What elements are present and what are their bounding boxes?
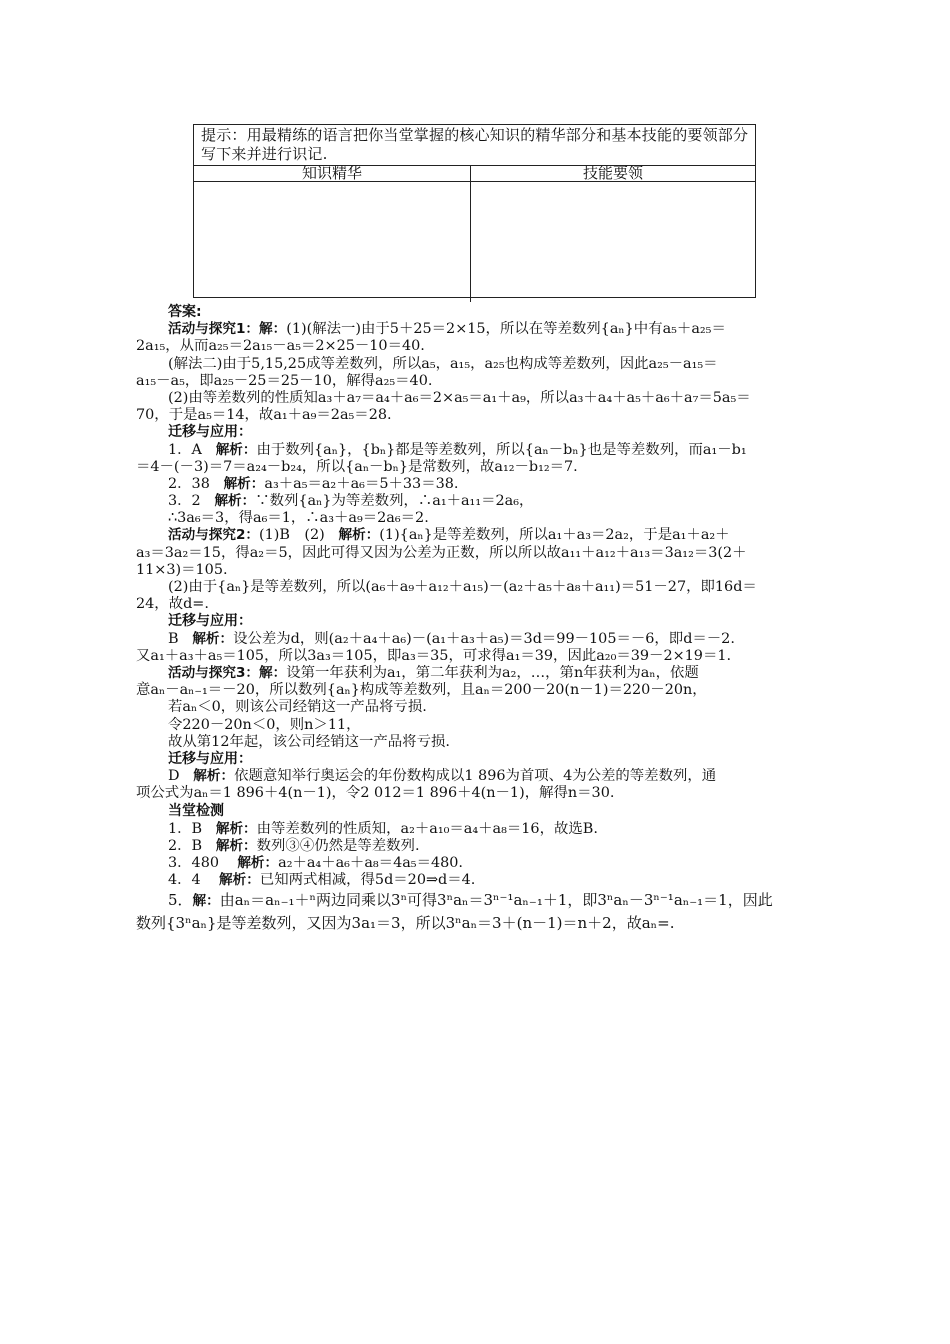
check-line: 5．解：由aₙ＝aₙ₋₁＋ⁿ两边同乘以3ⁿ可得3ⁿaₙ＝3ⁿ⁻¹aₙ₋₁＋1，即3ⁿaₙ－3ⁿ⁻¹aₙ₋₁＝1，因此 [168,891,773,910]
migration3-line: 项公式为aₙ＝1 896＋4(n－1)，令2 012＝1 896＋4(n－1)，解得n＝30. [136,785,615,802]
activity3-line: 若aₙ＜0，则该公司经销这一产品将亏损. [168,699,427,716]
knowledge-column [194,166,471,302]
answers-section [136,304,816,935]
check-line: 2．B 解析：数列③④仍然是等差数列. [168,837,420,854]
migration2-line: B 解析：设公差为d，则(a₂＋a₄＋a₆)－(a₁＋a₃＋a₅)＝3d＝99－105＝－6，即d＝－2. [168,630,735,647]
migration1-line: ∴3a₆＝3，得a₆＝1，∴a₃＋a₉＝2a₆＝2. [168,510,429,527]
activity3-line: 令220－20n＜0，则n＞11， [168,716,361,733]
activity3-label: 活动与探究3：解： [168,664,287,681]
activity2-line: 11×3)＝105. [136,561,228,578]
skills-column-header: 技能要领 [471,166,755,182]
activity1-line: a₁₅－a₅，即a₂₅－25＝25－10，解得a₂₅＝40. [136,372,433,389]
migration1-line: 2．38 解析：a₃＋a₅＝a₂＋a₆＝5＋33＝38. [168,475,459,492]
migration2-label: 迁移与应用： [168,613,252,630]
activity2-label: 活动与探究2： [168,527,260,544]
activity2-line: 活动与探究2：(1)B (2) 解析：(1){aₙ}是等差数列，所以a₁＋a₃＝2a₂，于是a₁＋a₂＋ [168,527,730,544]
activity1-line: (解法二)由于5,15,25成等差数列，所以a₅，a₁₅，a₂₅也构成等差数列，因此a₂₅－a₁₅＝ [168,355,718,372]
migration2-line: 又a₁＋a₃＋a₅＝105，所以3a₃＝105，即a₃＝35，可求得a₁＝39，因此a₂₀＝39－2×19＝1. [136,647,732,664]
summary-columns [194,165,755,302]
migration1-label: 迁移与应用： [168,424,252,441]
skills-column [471,166,755,302]
activity2-line: 24，故d=. [136,596,209,613]
activity2-line: (2)由于{aₙ}是等差数列，所以(a₆＋a₉＋a₁₂＋a₁₅)－(a₂＋a₅＋a₈＋a₁₁)＝51－27，即16d＝ [168,579,757,595]
activity3-line: 意aₙ－aₙ₋₁＝－20，所以数列{aₙ}构成等差数列，且aₙ＝200－20(n－1)＝220－20n， [136,682,707,699]
migration3-label: 迁移与应用： [168,750,252,767]
migration1-line: 3．2 解析：∵数列{aₙ}为等差数列，∴a₁＋a₁₁＝2a₆， [168,493,534,510]
activity1-label: 活动与探究1：解： [168,321,287,338]
check-line: 1．B 解析：由等差数列的性质知，a₂＋a₁₀＝a₄＋a₈＝16，故选B. [168,820,598,837]
migration1-line: ＝4－(－3)＝7＝a₂₄－b₂₄，所以{aₙ－bₙ}是常数列，故a₁₂－b₁₂＝7. [136,458,578,475]
activity1-line: 2a₁₅，从而a₂₅＝2a₁₅－a₅＝2×25－10＝40. [136,338,425,355]
activity3-line: 活动与探究3：解：设第一年获利为a₁，第二年获利为a₂，…，第n年获利为aₙ，依题 [168,664,699,681]
knowledge-column-header: 知识精华 [194,166,470,182]
answers-title: 答案: [168,304,202,320]
summary-hint: 提示：用最精练的语言把你当堂掌握的核心知识的精华部分和基本技能的要领部分写下来并进行识记. [201,126,749,163]
check-line: 4．4 解析：已知两式相减，得5d＝20⇒d＝4. [168,872,476,889]
check-line: 3．480 解析：a₂＋a₄＋a₆＋a₈＝4a₅＝480. [168,855,464,871]
migration1-line: 1．A 解析：由于数列{aₙ}，{bₙ}都是等差数列，所以{aₙ－bₙ}也是等差数列，而a₁－b₁ [168,441,747,458]
migration3-line: D 解析：依题意知举行奥运会的年份数构成以1 896为首项、4为公差的等差数列，通 [168,768,717,785]
activity1-line: 活动与探究1：解：(1)(解法一)由于5＋25＝2×15，所以在等差数列{aₙ}中有a₅＋a₂₅＝ [168,321,726,338]
check-line: 数列{3ⁿaₙ}是等差数列，又因为3a₁＝3，所以3ⁿaₙ＝3＋(n－1)＝n＋2，故aₙ=. [136,914,675,933]
check-label: 当堂检测 [168,803,224,820]
activity3-line: 故从第12年起，该公司经销这一产品将亏损. [168,733,450,750]
activity1-line: 70，于是a₅＝14，故a₁＋a₉＝2a₅＝28. [136,407,392,424]
summary-table [193,124,756,298]
activity2-line: a₃＝3a₂＝15，得a₂＝5，因此可得又因为公差为正数，所以所以故a₁₁＋a₁₂＋a₁₃＝3a₁₂＝3(2＋ [136,544,747,561]
activity1-line: (2)由等差数列的性质知a₃＋a₇＝a₄＋a₆＝2×a₅＝a₁＋a₉，所以a₃＋a₄＋a₅＋a₆＋a₇＝5a₅＝ [168,389,751,406]
